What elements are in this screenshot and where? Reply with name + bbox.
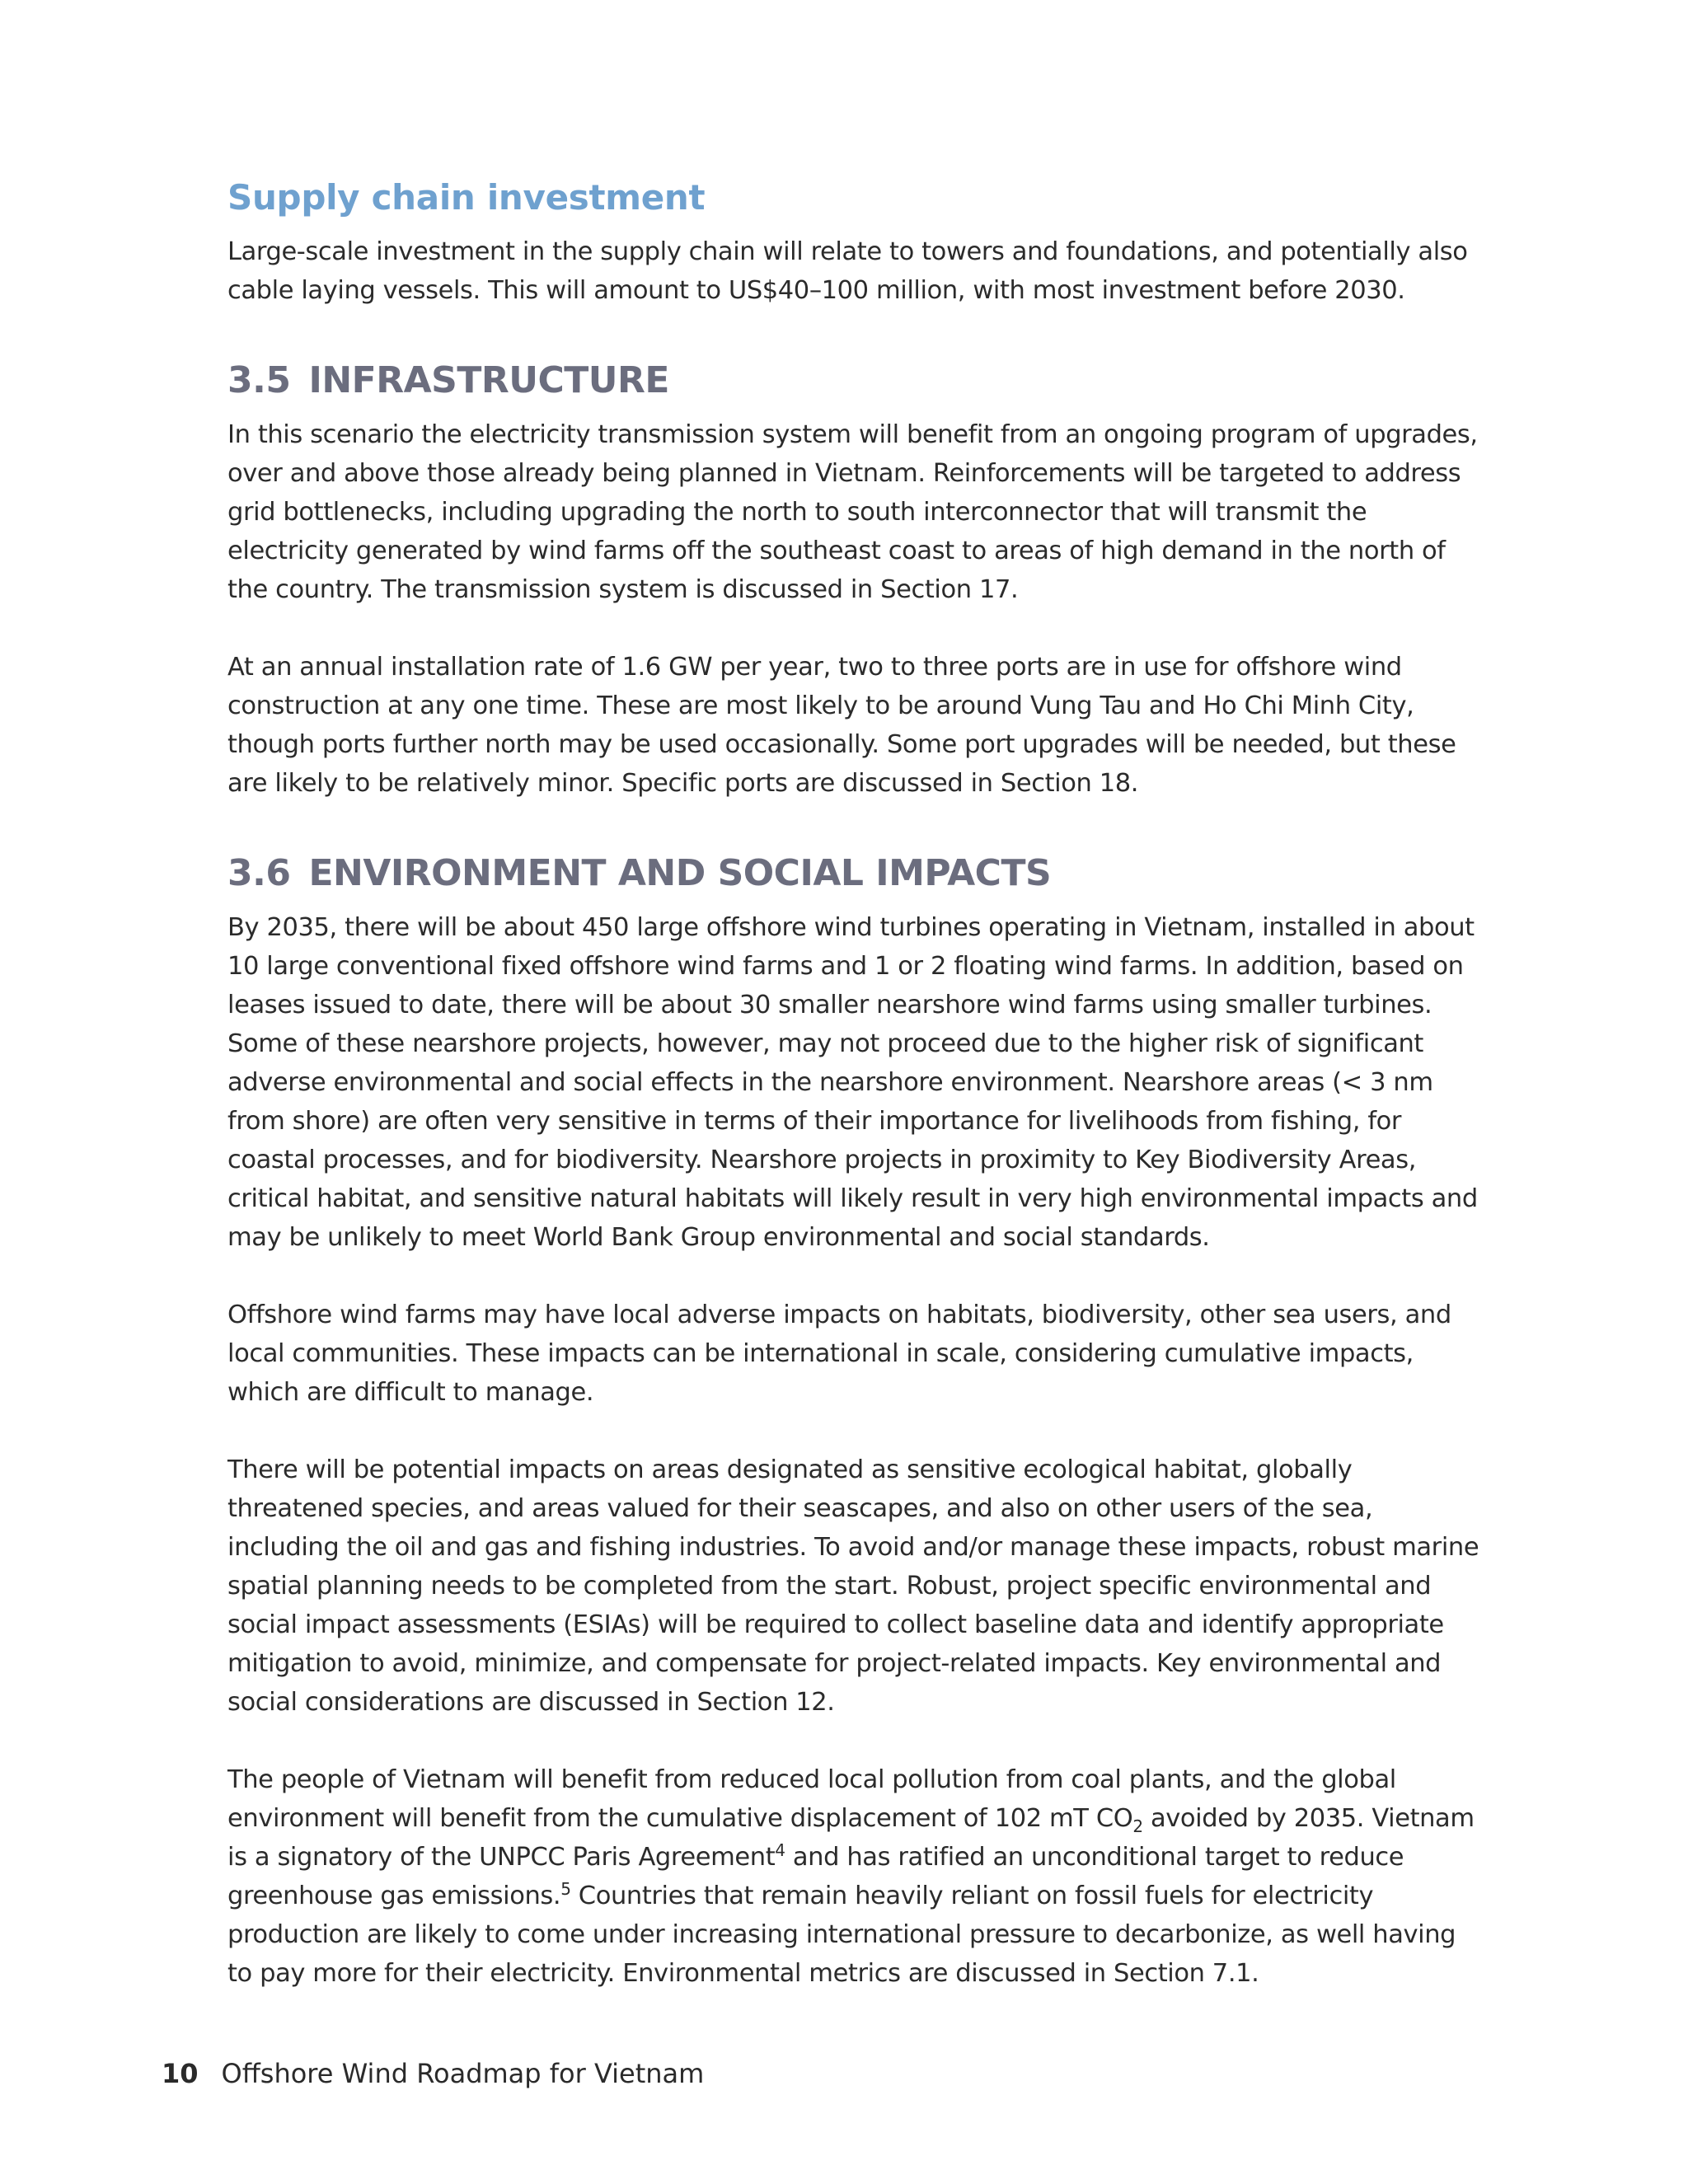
section-heading-infrastructure [227,356,1480,405]
page-footer [162,2055,704,2092]
infrastructure-paragraph-1: In this scenario the electricity transmission system will benefit from an ongoing program of upgrades, over and above those already being planned in Vietnam. Reinforcements will be targeted to address grid bottlenecks, including upgrading the north to south interconnector that will transmit the electricity generated by wind farms off the southeast coast to areas of high demand in the north of the country. The transmission system is discussed in Section 17. [227,420,1478,604]
footnote-reference[interactable]: 5 [560,1878,571,1899]
section-title: INFRASTRUCTURE [308,359,669,401]
infrastructure-paragraph-2: At an annual installation rate of 1.6 GW per year, two to three ports are in use for offshore wind construction at any one time. These are most likely to be around Vung Tau and Ho Chi Minh City, though ports further north may be used occasionally. Some port upgrades will be needed, but these are likely to be relatively minor. Specific ports are discussed in Section 18. [227,653,1456,798]
subsection-heading: Supply chain investment [227,177,706,218]
section-title: ENVIRONMENT AND SOCIAL IMPACTS [308,852,1052,894]
footnote-reference[interactable]: 4 [775,1840,785,1860]
section-number: 3.6 [227,852,291,894]
environment-paragraph-3: There will be potential impacts on areas designated as sensitive ecological habitat, globally threatened species, and areas valued for their seascapes, and also on other users of the sea, including the oil and gas and fishing industries. To avoid and/or manage these impacts, robust marine spatial planning needs to be completed from the start. Robust, project specific environmental and social impact assessments (ESIAs) will be required to collect baseline data and identify appropriate mitigation to avoid, minimize, and compensate for project-related impacts. Key environmental and social considerations are discussed in Section 12. [227,1455,1479,1717]
environment-paragraph-1: By 2035, there will be about 450 large offshore wind turbines operating in Vietnam, installed in about 10 large conventional fixed offshore wind farms and 1 or 2 floating wind farms. In addition, based on leases issued to date, there will be about 30 smaller nearshore wind farms using smaller turbines. Some of these nearshore projects, however, may not proceed due to the higher risk of significant adverse environmental and social effects in the nearshore environment. Nearshore areas (< 3 nm from shore) are often very sensitive in terms of their importance for livelihoods from fishing, for coastal processes, and for biodiversity. Nearshore projects in proximity to Key Biodiversity Areas, critical habitat, and sensitive natural habitats will likely result in very high environmental impacts and may be unlikely to meet World Bank Group environmental and social standards. [227,913,1478,1252]
co2-subscript: 2 [1132,1816,1143,1837]
page-content [227,173,1480,1993]
page-number: 10 [162,2058,199,2089]
environment-paragraph-2: Offshore wind farms may have local adverse impacts on habitats, biodiversity, other sea users, and local communities. These impacts can be international in scale, considering cumulative impacts, which are difficult to manage. [227,1301,1451,1407]
document-title: Offshore Wind Roadmap for Vietnam [221,2058,705,2089]
supply-chain-paragraph: Large-scale investment in the supply chain will relate to towers and foundations, and potentially also cable laying vessels. This will amount to US$40–100 million, with most investment before 2030. [227,237,1468,305]
section-heading-environment [227,849,1480,898]
environment-paragraph-4: The people of Vietnam will benefit from reduced local pollution from coal plants, and the global environment will benefit from the cumulative displacement of 102 mT $CO_2$ avoided by 2035. Vietnam is a signatory of the UNPCC Paris Agreement$^4$ and has ratified an unconditional target to reduce greenhouse gas emissions.$^5$ Countries that remain heavily reliant on fossil fuels for electricity production are likely to come under increasing international pressure to decarbonize, as well having to pay more for their electricity. Environmental metrics are discussed in Section 7.1. [227,1765,1475,1988]
section-number: 3.5 [227,359,291,401]
